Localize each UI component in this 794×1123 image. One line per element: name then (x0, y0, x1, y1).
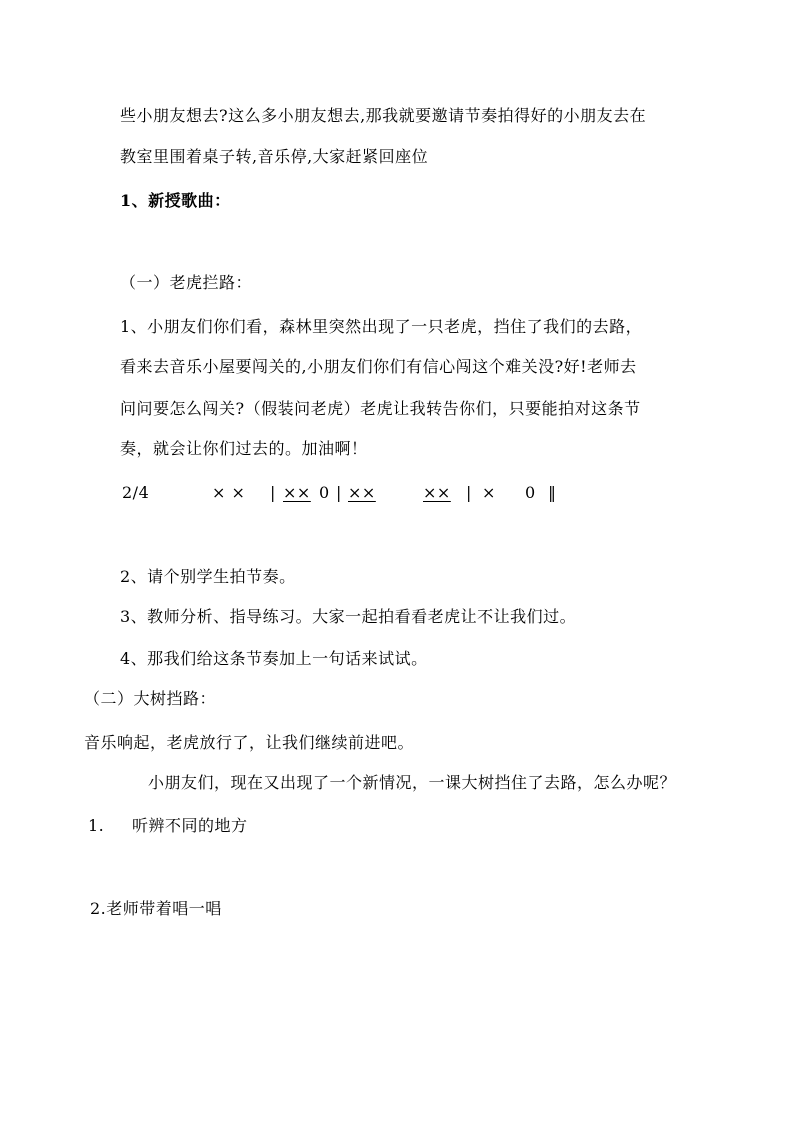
part-one-step3: 3、教师分析、指导练习。大家一起拍看看老虎让不让我们过。 (120, 607, 577, 626)
part-two-item1-number: 1. (88, 816, 105, 835)
section-heading-new-song: 1、新授歌曲： (120, 191, 231, 210)
part-two-item1-text: 听辨不同的地方 (132, 816, 248, 835)
part-two-heading: （二）大树挡路： (84, 689, 217, 708)
rhythm-beats-2: ×× (283, 483, 311, 502)
rhythm-barline-3: | (466, 483, 472, 502)
intro-line-1: 些小朋友想去?这么多小朋友想去,那我就要邀请节奏拍得好的小朋友去在 (120, 106, 647, 125)
rhythm-time-signature: 2/4 (122, 483, 150, 502)
part-one-step2: 2、请个别学生拍节奏。 (120, 567, 296, 586)
rhythm-beats-1: × × (212, 483, 246, 502)
intro-line-2: 教室里围着桌子转,音乐停,大家赶紧回座位 (120, 147, 429, 166)
rhythm-beats-4: ×× (423, 483, 451, 502)
rhythm-rest-2: 0 (525, 483, 536, 502)
part-one-heading: （一）老虎拦路： (120, 273, 253, 292)
part-two-line-2: 小朋友们，现在又出现了一个新情况，一课大树挡住了去路，怎么办呢？ (148, 773, 677, 792)
part-one-step1-line-4: 奏，就会让你们过去的。加油啊！ (120, 439, 368, 458)
rhythm-end-barline: ‖ (548, 483, 557, 502)
part-one-step1-line-2: 看来去音乐小屋要闯关的,小朋友们你们有信心闯这个难关没?好!老师去 (120, 357, 637, 376)
rhythm-rest-1: 0 (319, 483, 330, 502)
part-one-step4: 4、那我们给这条节奏加上一句话来试试。 (120, 649, 428, 668)
rhythm-barline-1: | (270, 483, 276, 502)
part-two-item2: 2.老师带着唱一唱 (90, 899, 222, 918)
part-one-step1-line-1: 1、小朋友们你们看，森林里突然出现了一只老虎，挡住了我们的去路， (120, 317, 643, 336)
rhythm-beat-5: × (482, 483, 496, 502)
rhythm-barline-2: | (336, 483, 342, 502)
part-one-step1-line-3: 问问要怎么闯关?（假装问老虎）老虎让我转告你们，只要能拍对这条节 (120, 399, 641, 418)
part-two-line-1: 音乐响起，老虎放行了，让我们继续前进吧。 (84, 733, 415, 752)
rhythm-beats-3: ×× (348, 483, 376, 502)
